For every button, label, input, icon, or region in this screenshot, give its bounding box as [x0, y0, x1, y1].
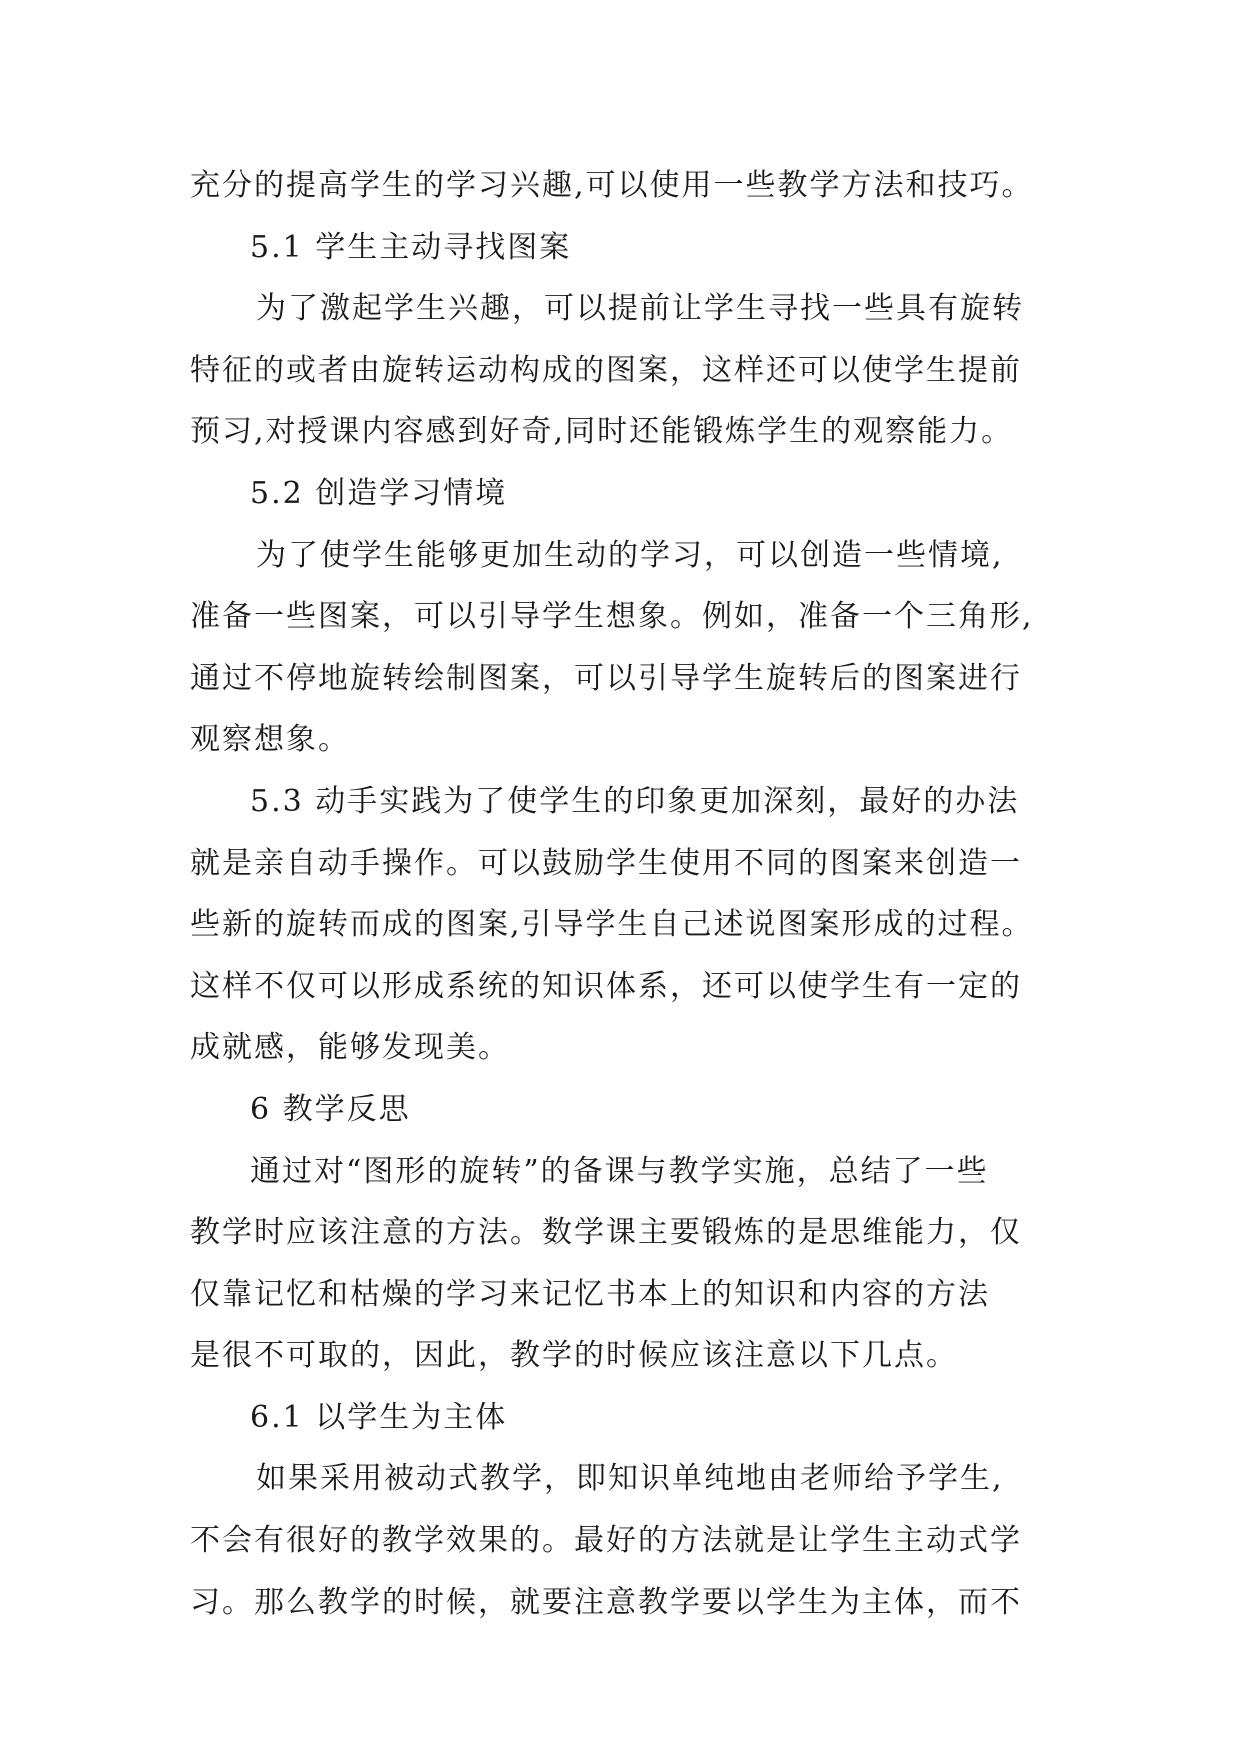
text-line: 准备一些图案，可以引导学生想象。例如，准备一个三角形,: [190, 599, 1034, 635]
text-line: 为了激起学生兴趣，可以提前让学生寻找一些具有旋转: [256, 291, 1024, 327]
text-line: 充分的提高学生的学习兴趣,可以使用一些教学方法和技巧。: [190, 168, 1034, 203]
section-heading: 5.3 动手实践为了使学生的印象更加深刻，最好的办法: [250, 783, 1020, 819]
text-line: 这样不仅可以形成系统的知识体系，还可以使学生有一定的: [190, 968, 1022, 1004]
text-line: 为了使学生能够更加生动的学习，可以创造一些情境,: [256, 537, 1004, 573]
text-line: 是很不可取的，因此，教学的时候应该注意以下几点。: [190, 1338, 958, 1374]
text-line: 通过对“图形的旋转”的备课与教学实施，总结了一些: [250, 1153, 989, 1189]
text-line: 不会有很好的教学效果的。最好的方法就是让学生主动式学: [190, 1523, 1022, 1559]
text-line: 特征的或者由旋转运动构成的图案，这样还可以使学生提前: [190, 352, 1022, 388]
text-line: 如果采用被动式教学，即知识单纯地由老师给予学生,: [256, 1461, 1004, 1497]
text-line: 通过不停地旋转绘制图案，可以引导学生旋转后的图案进行: [190, 660, 1022, 696]
text-line: 仅靠记忆和枯燥的学习来记忆书本上的知识和内容的方法: [190, 1276, 990, 1312]
text-line: 观察想象。: [190, 722, 350, 758]
text-column: [190, 155, 1090, 1633]
text-line: 些新的旋转而成的图案,引导学生自己述说图案形成的过程。: [190, 907, 1034, 943]
text-line: 就是亲自动手操作。可以鼓励学生使用不同的图案来创造一: [190, 845, 1022, 881]
section-heading: 5.2 创造学习情境: [250, 475, 508, 511]
section-heading: 5.1 学生主动寻找图案: [250, 229, 572, 265]
section-heading: 6 教学反思: [250, 1091, 411, 1127]
text-line: 习。那么教学的时候，就要注意教学要以学生为主体，而不: [190, 1584, 1022, 1620]
text-line: 成就感，能够发现美。: [190, 1030, 510, 1066]
section-heading: 6.1 以学生为主体: [250, 1399, 508, 1435]
text-line: 预习,对授课内容感到好奇,同时还能锻炼学生的观察能力。: [190, 414, 1014, 450]
text-line: 教学时应该注意的方法。数学课主要锻炼的是思维能力，仅: [190, 1215, 1022, 1251]
